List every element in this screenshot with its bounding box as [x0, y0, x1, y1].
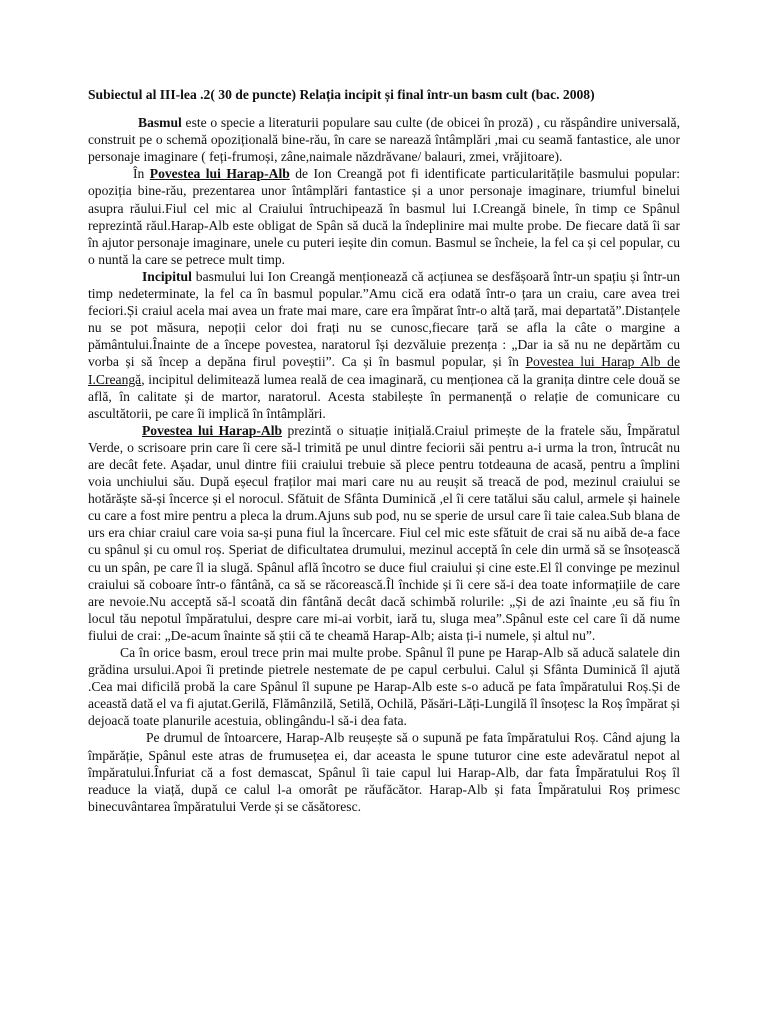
- paragraph-particularities: [88, 165, 680, 268]
- text-run: Incipitul: [142, 268, 192, 284]
- text-run: , incipitul delimitează lumea reală de cea imaginară, cu menționea că la granița dintre cele două se află, în calitate și de martor, naratorul. Acesta stabilește în permanență o relație de comunicare cu ascultătorii, pe care îi implică în întâmplări.: [88, 371, 680, 421]
- text-run: Basmul: [138, 115, 182, 131]
- document-page: [88, 86, 680, 815]
- paragraph-incipit: [88, 268, 680, 422]
- paragraph-definition: [88, 114, 680, 165]
- text-run: este o specie a literaturii populare sau culte (de obicei în proză) , cu răspândire universală, construit pe o schemă opozițională bine-rău, în care se narează întâmplări ,mai cu seamă fantastice, ale unor personaje imaginare ( feți-frumoși, zâne,naimale năzdrăvane/ balauri, zmei, vrăjitoare).: [88, 115, 680, 165]
- text-run: Povestea lui Harap Alb de I.Creangă: [88, 354, 680, 387]
- text-run: În: [133, 166, 150, 182]
- text-run: Ca în orice basm, eroul trece prin mai multe probe. Spânul îl pune pe Harap-Alb să aducă salatele din grădina ursului.Apoi îi pretinde pietrele nestemate de pe capul cerbului. Calul și Sfânta Duminică îl ajută .Cea mai dificilă probă la care Spânul îl supune pe Harap-Alb este s-o aducă pe fata împăratului Roș.Și de această dată el va fi ajutat.Gerilă, Flămânzilă, Setilă, Ochilă, Păsări-Lăți-Lungilă îl însoțesc la Roș împărat și dejoacă toate planurile acestuia, oblingându-l să-i dea fata.: [88, 645, 680, 729]
- paragraph-trials: [88, 644, 680, 729]
- paragraph-initial-situation: [88, 422, 680, 644]
- text-run: Povestea lui Harap-Alb: [142, 422, 283, 438]
- text-run: Pe drumul de întoarcere, Harap-Alb reușește să o supună pe fata împăratului Roș. Când ajung la împărăție, Spânul este atras de frumusețea ei, dar aceasta le spune tuturor cine este adevăratul nepot al împăratului.Înfuriat că a fost demascat, Spânul îi taie capul lui Harap-Alb, dar fata Împăratului Roș îl readuce la viață, după ce calul l-a omorât pe răufăcător. Harap-Alb și fata Împăratului Roș primesc binecuvântarea împăratului Verde și se căsătoresc.: [88, 730, 680, 814]
- text-run: prezintă o situație inițială.Craiul primește de la fratele său, Împăratul Verde, o scrisoare prin care îi cere să-l trimită pe unul dintre feciorii săi pentru a-i urma la tron, întrucât nu are decât fete. Așadar, unul dintre fiii craiului trebuie să plece pentru totdeauna de acasă, pentru a împlini voia unchiului său. După eșecul fraților mai mari care nu au reușit să treacă de pod, mezinul craiului se hotărăște să-și încerce și el norocul. Sfătuit de Sfânta Duminică ,el îi cere tatălui său calul, armele și hainele cu care a fost mire pentru a pleca la drum.Ajuns sub pod, nu se sperie de ursul care îi taie calea.Sub blana de urs era chiar craiul care voia sa-și puna fiul la încercare. Fiul cel mic este sfătuit de crai să nu aibă de-a face cu spânul și cu omul roș. Speriat de dificultatea drumului, mezinul acceptă în cele din urmă să se însoțească cu un spân, pe care îl ia slugă. Spânul află încotro se duce fiul craiului și cine este.El îl convinge pe mezinul craiului să coboare într-o fântână, ca să se răcorească.Îl închide și îi cere să-i dea toate informațiile de care are nevoie.Nu acceptă să-l scoată din fântână decât dacă schimbă rolurile: „Și de azi înainte ,eu să fiu în locul tău nepotul împăratului, despre care mi-ai vorbit, iară tu, sluga mea”.Spânul este cel care îi dă nume fiului de crai: „De-acum înainte să știi că te cheamă Harap-Alb; aista ți-i numele, și altul nu”.: [88, 422, 680, 643]
- document-title: Subiectul al III-lea .2( 30 de puncte) Relația incipit și final într-un basm cult (bac. 2008): [88, 87, 595, 102]
- text-run: basmului lui Ion Creangă menționează că acțiunea se desfășoară într-un spațiu și într-un timp nedeterminate, la fel ca în basmul popular.”Amu cică era odată într-o țara un craiu, care avea trei feciori.Și craiul acela mai avea un frate mai mare, care era împărat într-o altă țară, mai departată”.Distanțele nu se pot măsura, nepoții celor doi frați nu se cunosc,fiecare țară se afla la câte o margine a pământului.Înainte de a începe povestea, naratorul își dezvăluie prezența : „Dar ia să nu ne depărtăm cu vorba și să încep a depăna firul poveștii”. Ca și în basmul popular, și în: [88, 268, 680, 370]
- text-run: Povestea lui Harap-Alb: [149, 166, 290, 182]
- text-run: de Ion Creangă pot fi identificate particularitățile basmului popular: opoziția bine-rău, prezentarea unor întâmplări fantastice și a unor personaje imaginare, triumful binelui asupra răului.Fiul cel mic al Craiului întruchipează în basmul lui I.Creangă binele, în timp ce Spânul reprezintă răul.Harap-Alb este obligat de Spân să ducă la îndeplinire mai multe probe. De fiecare dată îi sar în ajutor personaje imaginare, unele cu puteri ieșite din comun. Basmul se încheie, la fel ca și cel popular, cu o nuntă la care se petrece mult timp.: [88, 166, 680, 267]
- paragraph-final: [88, 729, 680, 814]
